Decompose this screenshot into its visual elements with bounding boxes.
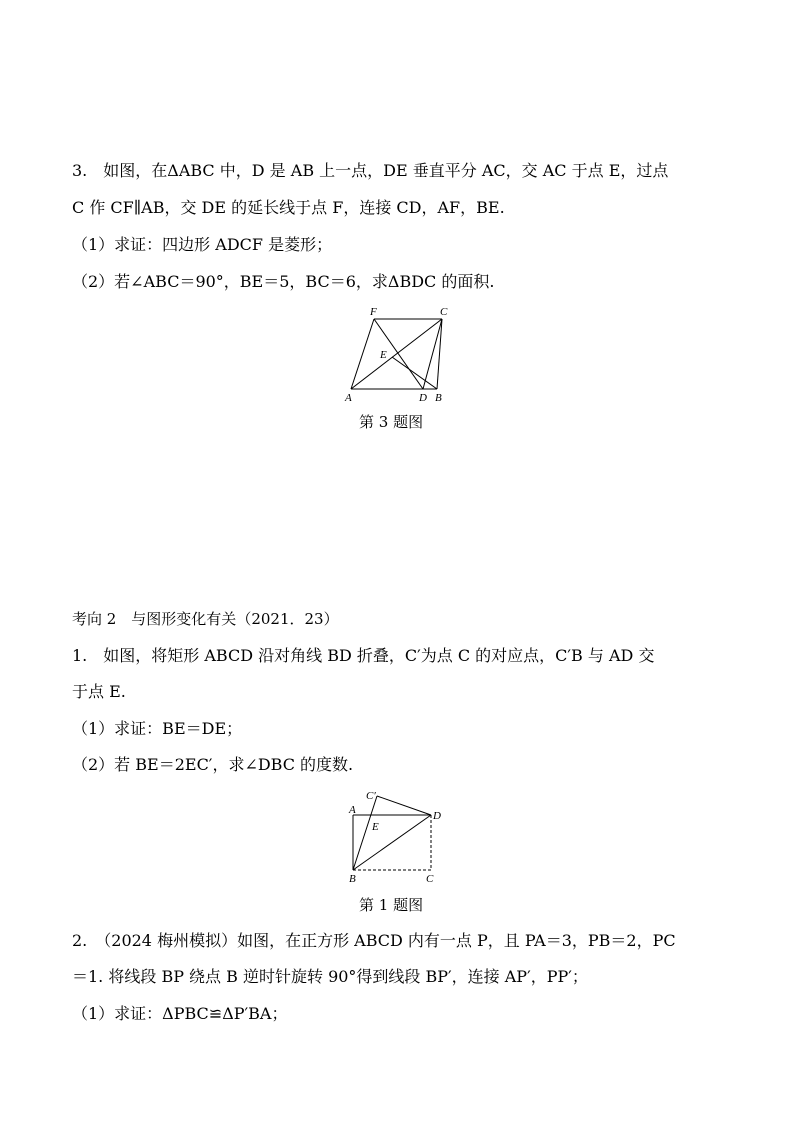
q3-figure-caption: 第 3 题图 xyxy=(359,413,424,431)
label-e: E xyxy=(372,821,379,833)
q3-part-2: （2）若∠ABC＝90°，BE＝5，BC＝6，求ΔBDC 的面积. xyxy=(72,272,495,291)
label-d: D xyxy=(433,810,441,822)
label-d: D xyxy=(419,392,427,404)
label-f: F xyxy=(370,306,377,318)
segment-bcp xyxy=(353,796,377,870)
q1-part-2: （2）若 BE＝2EC′，求∠DBC 的度数. xyxy=(72,755,354,774)
label-c: C xyxy=(426,873,434,885)
segment-bd xyxy=(353,815,431,870)
q3-stem-line-2: C 作 CF∥AB，交 DE 的延长线于点 F，连接 CD，AF，BE. xyxy=(72,198,505,217)
label-e: E xyxy=(380,349,387,361)
q3-stem-line-1: 3. 如图，在ΔABC 中，D 是 AB 上一点，DE 垂直平分 AC，交 AC 于点 E，过点 xyxy=(72,161,669,180)
q1-stem-line-2: 于点 E. xyxy=(72,682,126,701)
label-c: C xyxy=(440,306,448,318)
q2-part-1: （1）求证：ΔPBC≌ΔP′BA； xyxy=(72,1004,288,1023)
segment-ac xyxy=(351,319,442,389)
label-b: B xyxy=(435,392,442,404)
q1-stem-line-1: 1. 如图，将矩形 ABCD 沿对角线 BD 折叠，C′为点 C 的对应点，C′B 与 AD 交 xyxy=(72,646,655,665)
q2-stem-line-2: ＝1. 将线段 BP 绕点 B 逆时针旋转 90°得到线段 BP′，连接 AP′，PP′； xyxy=(72,967,588,986)
label-b: B xyxy=(349,873,356,885)
label-a: A xyxy=(345,392,352,404)
q1-figure-caption: 第 1 题图 xyxy=(359,896,424,914)
q1-part-1: （1）求证：BE＝DE； xyxy=(72,719,243,738)
q2-stem-line-1: 2. （2024 梅州模拟）如图，在正方形 ABCD 内有一点 P，且 PA＝3，PB＝2，PC xyxy=(72,931,676,950)
label-a: A xyxy=(349,804,356,816)
section-heading: 考向 2 与图形变化有关（2021．23） xyxy=(72,610,339,628)
segment-cpd xyxy=(377,796,431,815)
segment-af xyxy=(351,319,374,389)
label-c-prime: C′ xyxy=(366,790,376,802)
q3-figure xyxy=(340,302,460,404)
q3-part-1: （1）求证：四边形 ADCF 是菱形； xyxy=(72,235,333,254)
q1-figure xyxy=(340,786,450,888)
